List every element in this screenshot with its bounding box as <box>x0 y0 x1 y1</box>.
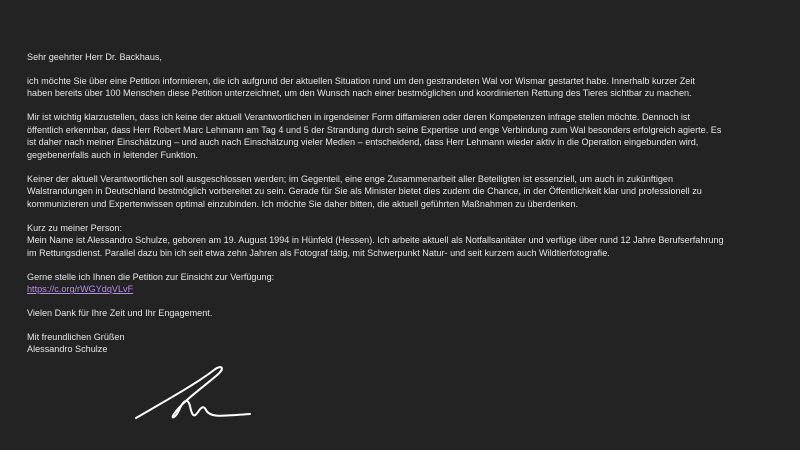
closing-text: Mit freundlichen Grüßen <box>27 331 125 342</box>
text-line: Mir ist wichtig klarzustellen, dass ich keine der aktuell Verantwortlichen in irgendeiner Form diffamieren oder deren Kompetenzen infrage stellen möchte. Dennoch ist <box>27 112 690 123</box>
closing-block <box>27 331 772 356</box>
text-line: haben bereits über 100 Menschen diese Petition unterzeichnet, um den Wunsch nach einer bestmöglichen und koordinierten Rettung des Tieres sichtbar zu machen. <box>27 88 692 99</box>
text-line: ich möchte Sie über eine Petition informieren, die ich aufgrund der aktuellen Situation rund um den gestrandeten Wal vor Wismar gestartet habe. Innerhalb kurzer Zeit <box>27 75 695 86</box>
sender-name: Alessandro Schulze <box>27 344 108 355</box>
petition-link[interactable]: https://c.org/rWGYdqVLvF <box>27 284 134 295</box>
letter-body <box>27 51 772 356</box>
salutation: Sehr geehrter Herr Dr. Backhaus, <box>27 52 162 62</box>
text-line: öffentlich erkennbar, dass Herr Robert Marc Lehmann am Tag 4 und 5 der Strandung durch seine Expertise und enge Verbindung zum Wal besonders erfolgreich agierte. Es <box>27 124 722 135</box>
signature-stroke <box>136 367 250 418</box>
text-line: ist daher nach meiner Einschätzung – und auch nach Einschätzung vieler Medien – entscheidend, dass Herr Lehmann wieder aktiv in die Operation eingebunden wird, <box>27 137 699 148</box>
text-line: Mein Name ist Alessandro Schulze, geboren am 19. August 1994 in Hünfeld (Hessen). Ich arbeite aktuell als Notfallsanitäter und verfüge über rund 12 Jahre Berufserfahrung <box>27 235 724 246</box>
paragraph-petition-info <box>27 75 772 100</box>
paragraph-collaboration <box>27 173 772 211</box>
text-line: gegebenenfalls auch in leitender Funktion. <box>27 149 198 160</box>
paragraph-about-me <box>27 222 772 260</box>
paragraph-petition-link <box>27 271 772 296</box>
about-heading: Kurz zu meiner Person: <box>27 222 123 233</box>
text-line: Keiner der aktuell Verantwortlichen soll ausgeschlossen werden; im Gegenteil, eine enge Zusammenarbeit aller Beteiligten ist essenziell, um auch in zukünftigen <box>27 173 674 184</box>
text-line: Walstrandungen in Deutschland bestmöglich vorbereitet zu sein. Gerade für Sie als Minister bietet dies zudem die Chance, in der Öffentlichkeit klar und professionell zu <box>27 186 702 197</box>
text-line: kommunizieren und Expertenwissen optimal einzubinden. Ich möchte Sie daher bitten, die aktuell geführten Maßnahmen zu überdenken. <box>27 198 579 209</box>
handwritten-signature <box>132 362 262 432</box>
paragraph-clarification <box>27 111 772 161</box>
thanks-text: Vielen Dank für Ihre Zeit und Ihr Engagement. <box>27 308 213 319</box>
text-line: im Rettungsdienst. Parallel dazu bin ich seit etwa zehn Jahren als Fotograf tätig, mit Schwerpunkt Natur- und seit kurzem auch Wildtierfotografie. <box>27 247 610 258</box>
petition-offer-text: Gerne stelle ich Ihnen die Petition zur Einsicht zur Verfügung: <box>27 271 275 282</box>
